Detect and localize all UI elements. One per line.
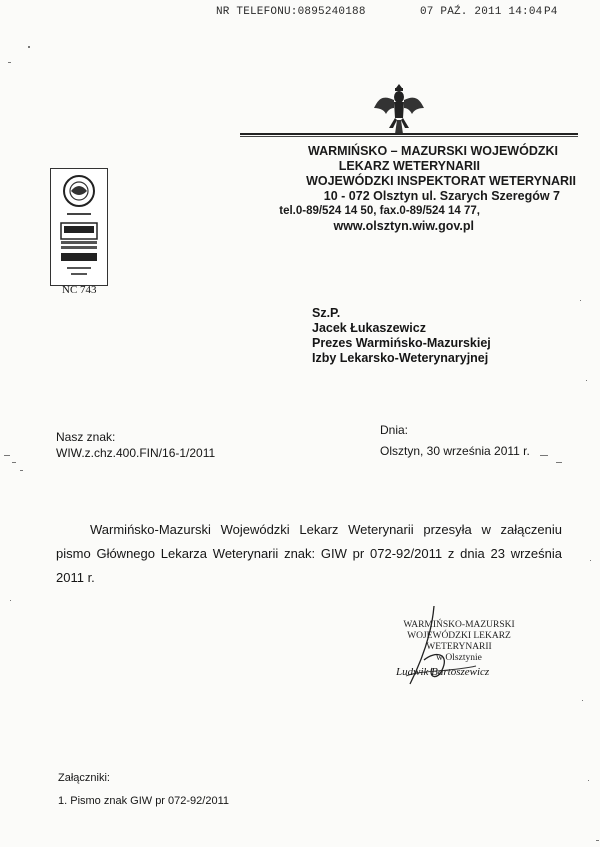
letterhead	[240, 144, 578, 234]
certification-code: NC 743	[62, 284, 97, 296]
letter-body-text: Warmińsko-Mazurski Wojewódzki Lekarz Weterynarii przesyła w załączeniu pismo Głównego Lekarza Weterynarii znak: GIW pr 072-92/2011 z dnia 23 września 2011 r.	[56, 522, 562, 585]
letterhead-phone-fax: tel.0-89/524 14 50, fax.0-89/524 14 77,	[279, 205, 480, 217]
stamp-line-city: w Olsztynie	[436, 653, 482, 663]
letterhead-rule	[240, 133, 578, 135]
letterhead-title: LEKARZ WETERYNARII	[338, 159, 480, 173]
stamp-line-title: WOJEWÓDZKI LEKARZ WETERYNARII	[407, 631, 511, 652]
addressee-organization: Izby Lekarsko-Weterynaryjnej	[312, 351, 489, 365]
letterhead-address: 10 - 072 Olsztyn ul. Szarych Szeregów 7	[323, 189, 560, 203]
letter-body	[56, 518, 562, 590]
signer-name-stamp: Ludwik Bartoszewicz	[396, 666, 490, 678]
letterhead-inspectorate: WOJEWÓDZKI INSPEKTORAT WETERYNARII	[306, 174, 576, 188]
letterhead-website: www.olsztyn.wiw.gov.pl	[333, 219, 474, 233]
fax-datetime: 07 PAŹ. 2011 14:04	[420, 6, 543, 18]
attachment-item: 1. Pismo znak GIW pr 072-92/2011	[58, 795, 229, 807]
certification-logo-icon	[50, 168, 108, 286]
addressee-name: Jacek Łukaszewicz	[312, 321, 426, 335]
attachments-label: Załączniki:	[58, 772, 110, 784]
letterhead-institution: WARMIŃSKO – MAZURSKI WOJEWÓDZKI	[308, 144, 558, 158]
reference-label: Nasz znak:	[56, 430, 116, 444]
addressee-block	[312, 306, 491, 366]
letterhead-rule-thin	[240, 136, 578, 137]
official-stamp	[384, 620, 534, 664]
date-label: Dnia:	[380, 423, 409, 437]
date-value: Olsztyn, 30 września 2011 r.	[380, 444, 530, 458]
reference-value: WIW.z.chz.400.FIN/16-1/2011	[56, 446, 216, 460]
fax-phone-number: NR TELEFONU:0895240188	[216, 6, 366, 18]
fax-page-number: P4	[544, 6, 558, 18]
addressee-position: Prezes Warmińsko-Mazurskiej	[312, 336, 491, 350]
eagle-emblem-icon	[372, 78, 426, 138]
stamp-line-institution: WARMIŃSKO-MAZURSKI	[403, 620, 515, 630]
addressee-salutation: Sz.P.	[312, 306, 341, 320]
